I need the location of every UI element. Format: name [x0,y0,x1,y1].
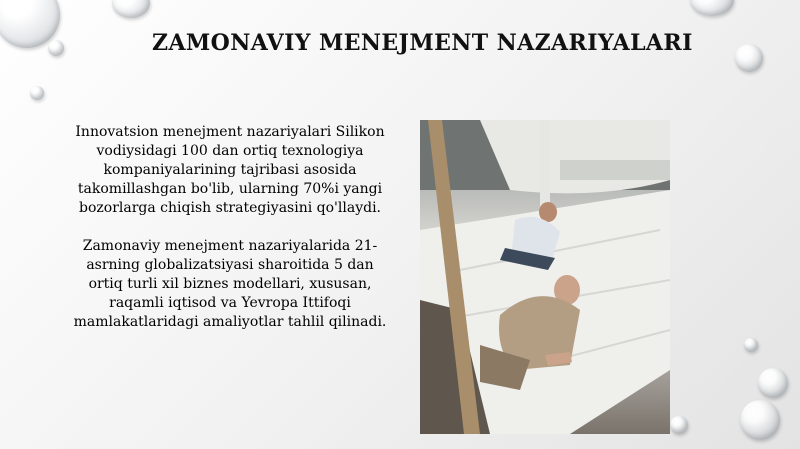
body-paragraph: Innovatsion menejment nazariyalari Silikon vodiysidagi 100 dan ortiq texnologiya kompaniyalarining tajribasi asosida takomillashgan bo'lib, ularning 70%i yangi bozorlarga chiqish strategiyasini qo'llaydi. [75,124,385,216]
photo-illustration [420,120,670,434]
slide-title: ZAMONAVIY MENEJMENT NAZARIYALARI [152,30,693,56]
photo-men-repairing-sail [420,120,670,434]
white-boat [480,120,670,193]
water-drop-decoration [112,0,150,18]
water-drop-decoration [740,400,780,440]
water-drop-decoration [48,40,64,56]
water-drop-decoration [30,86,44,100]
water-drop-decoration [735,44,763,72]
body-paragraph: Zamonaviy menejment nazariyalarida 21-asrning globalizatsiyasi sharoitida 5 dan ortiq turli xil biznes modellari, xususan, raqamli iqtisod va Yevropa Ittifoqi mamlakatlaridagi amaliyotlar tahlil qilinadi. [73,238,387,330]
water-drop-decoration [744,338,758,352]
slide-body [70,123,390,351]
water-drop-decoration [670,416,688,434]
boat-deck [560,160,670,180]
water-drop-decoration [690,0,734,16]
water-drop-decoration [758,368,788,398]
